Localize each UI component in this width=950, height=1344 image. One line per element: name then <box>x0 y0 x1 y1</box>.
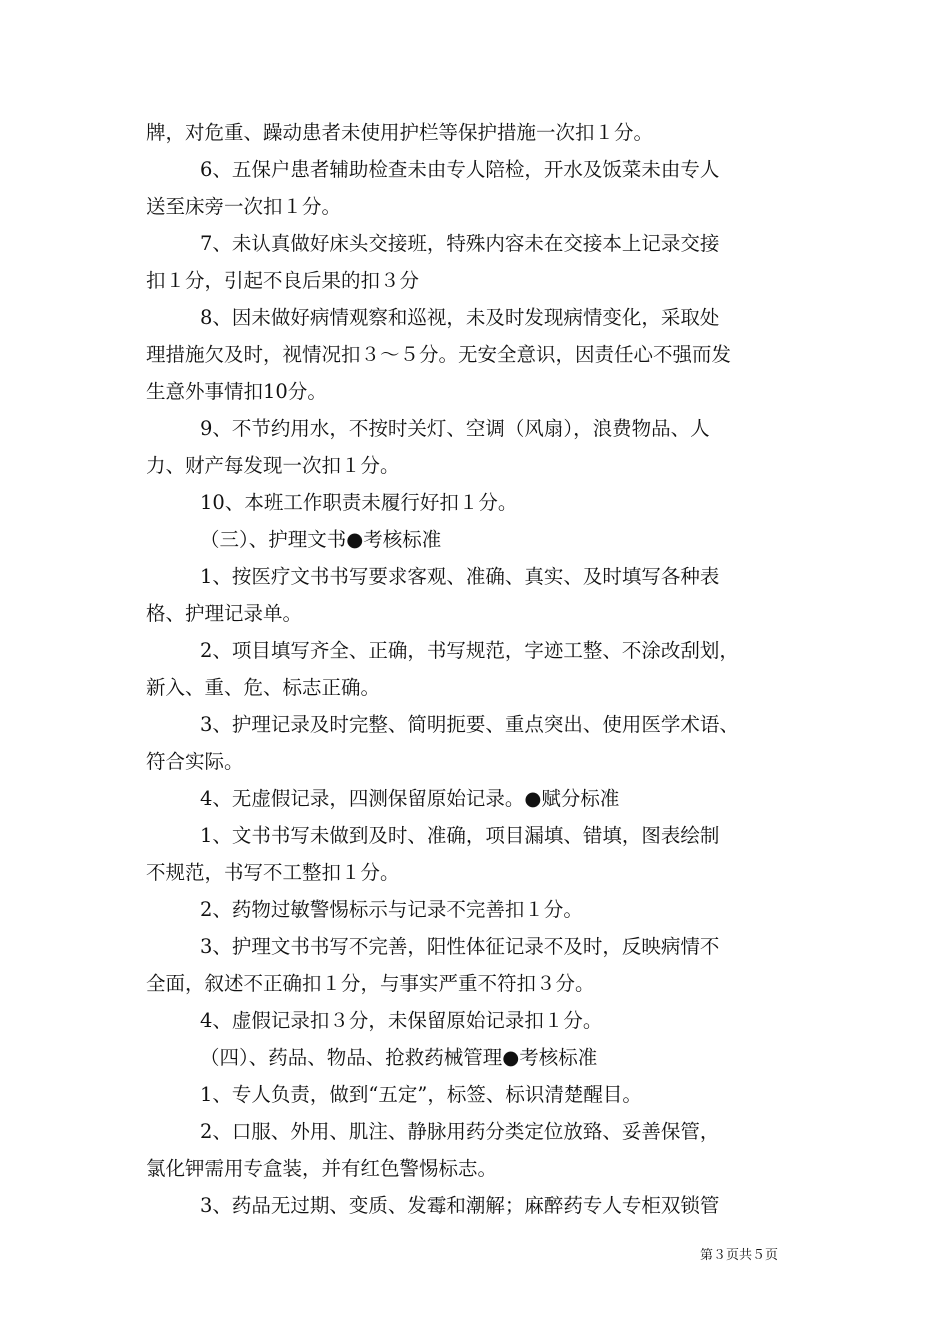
text-line: 生意外事情扣10分。 <box>146 380 327 403</box>
text-line: 1、专人负责，做到“五定”，标签、标识清楚醒目。 <box>200 1083 642 1106</box>
text-line: 扣１分，引起不良后果的扣３分 <box>146 269 420 292</box>
text-line: 4、无虚假记录，四测保留原始记录。●赋分标准 <box>200 787 620 810</box>
page-number: 第３页共５页 <box>700 1248 779 1263</box>
text-line: 全面，叙述不正确扣１分，与事实严重不符扣３分。 <box>146 972 595 995</box>
text-line: 符合实际。 <box>146 750 244 773</box>
section-heading: （四）、药品、物品、抢救药械管理●考核标准 <box>200 1046 598 1069</box>
text-line: 3、药品无过期、变质、发霉和潮解；麻醉药专人专柜双锁管 <box>200 1194 720 1217</box>
text-line: 牌，对危重、躁动患者未使用护栏等保护措施一次扣１分。 <box>146 121 654 144</box>
text-line: 1、文书书写未做到及时、准确，项目漏填、错填，图表绘制 <box>200 824 720 847</box>
text-line: 2、口服、外用、肌注、静脉用药分类定位放臵、妥善保管， <box>200 1120 720 1143</box>
text-line: 3、护理记录及时完整、简明扼要、重点突出、使用医学术语、 <box>200 713 739 736</box>
text-line: 2、项目填写齐全、正确，书写规范，字迹工整、不涂改刮划， <box>200 639 739 662</box>
text-line: 理措施欠及时，视情况扣３～５分。无安全意识，因责任心不强而发 <box>146 343 732 366</box>
text-line: 送至床旁一次扣１分。 <box>146 195 342 218</box>
text-line: 9、不节约用水，不按时关灯、空调（风扇），浪费物品、人 <box>200 417 710 440</box>
text-line: 8、因未做好病情观察和巡视，未及时发现病情变化，采取处 <box>200 306 720 329</box>
text-line: 3、护理文书书写不完善，阳性体征记录不及时，反映病情不 <box>200 935 720 958</box>
text-line: 7、未认真做好床头交接班，特殊内容未在交接本上记录交接 <box>200 232 720 255</box>
text-line: 格、护理记录单。 <box>146 602 303 625</box>
text-line: 力、财产每发现一次扣１分。 <box>146 454 400 477</box>
text-line: 1、按医疗文书书写要求客观、准确、真实、及时填写各种表 <box>200 565 720 588</box>
text-line: 2、药物过敏警惕标示与记录不完善扣１分。 <box>200 898 583 921</box>
text-line: 新入、重、危、标志正确。 <box>146 676 381 699</box>
section-heading: （三）、护理文书●考核标准 <box>200 528 442 551</box>
text-line: 10、本班工作职责未履行好扣１分。 <box>200 491 518 514</box>
text-line: 4、虚假记录扣３分，未保留原始记录扣１分。 <box>200 1009 603 1032</box>
text-line: 不规范，书写不工整扣１分。 <box>146 861 400 884</box>
text-line: 6、五保户患者辅助检查未由专人陪检，开水及饭菜未由专人 <box>200 158 720 181</box>
text-line: 氯化钾需用专盒装，并有红色警惕标志。 <box>146 1157 498 1180</box>
